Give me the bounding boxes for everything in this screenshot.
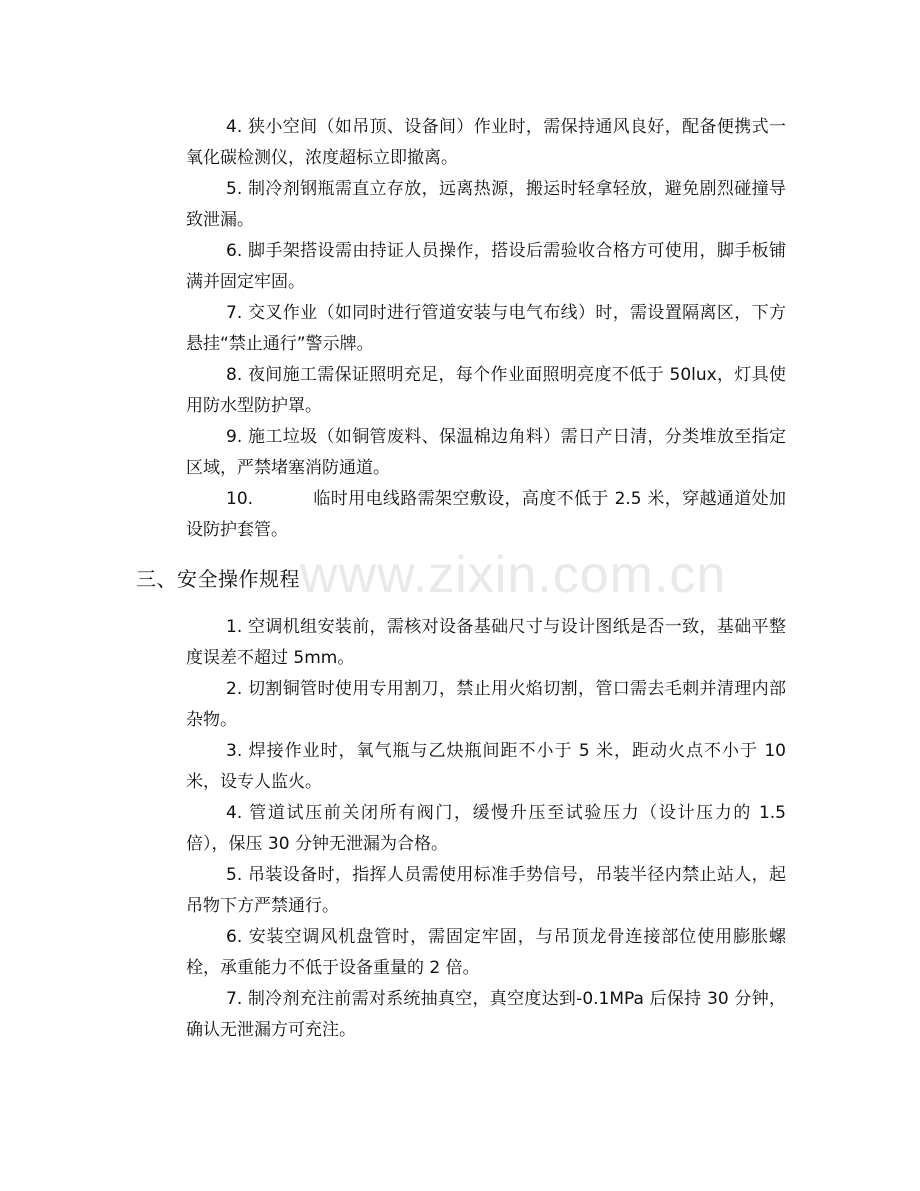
- list-item: 6. 安装空调风机盘管时，需固定牢固，与吊顶龙骨连接部位使用膨胀螺栓，承重能力不低于设备重量的 2 倍。: [186, 927, 786, 978]
- list-item: 4. 狭小空间（如吊顶、设备间）作业时，需保持通风良好，配备便携式一氧化碳检测仪，浓度超标立即撤离。: [186, 117, 786, 168]
- list-item: 9. 施工垃圾（如铜管废料、保温棉边角料）需日产日清，分类堆放至指定区域，严禁堵塞消防通道。: [186, 427, 786, 478]
- list-item-text: 临时用电线路需架空敷设，高度不低于 2.5 米，穿越通道处加设防护套管。: [186, 489, 786, 540]
- list-item: 2. 切割铜管时使用专用割刀，禁止用火焰切割，管口需去毛刺并清理内部杂物。: [186, 679, 786, 730]
- list-item-10: [186, 484, 786, 546]
- list-item: 3. 焊接作业时，氧气瓶与乙炔瓶间距不小于 5 米，距动火点不小于 10 米，设专人监火。: [186, 741, 786, 792]
- list-item: 7. 交叉作业（如同时进行管道安装与电气布线）时，需设置隔离区，下方悬挂“禁止通行”警示牌。: [186, 303, 786, 354]
- section-2-list: [186, 112, 786, 546]
- list-item: 7. 制冷剂充注前需对系统抽真空，真空度达到-0.1MPa 后保持 30 分钟，确认无泄漏方可充注。: [186, 989, 786, 1040]
- list-item: 5. 吊装设备时，指挥人员需使用标准手势信号，吊装半径内禁止站人，起吊物下方严禁通行。: [186, 865, 786, 916]
- watermark-text: www.zixin.com.cn: [300, 546, 727, 604]
- list-item: 4. 管道试压前关闭所有阀门，缓慢升压至试验压力（设计压力的 1.5 倍），保压 30 分钟无泄漏为合格。: [186, 803, 786, 854]
- list-item-number: 10.: [226, 489, 254, 509]
- list-item: 1. 空调机组安装前，需核对设备基础尺寸与设计图纸是否一致，基础平整度误差不超过 5mm。: [186, 617, 786, 668]
- section-heading: 三、安全操作规程: [136, 567, 300, 591]
- list-item: 8. 夜间施工需保证照明充足，每个作业面照明亮度不低于 50lux，灯具使用防水型防护罩。: [186, 365, 786, 416]
- list-item: 5. 制冷剂钢瓶需直立存放，远离热源，搬运时轻拿轻放，避免剧烈碰撞导致泄漏。: [186, 179, 786, 230]
- list-item: 6. 脚手架搭设需由持证人员操作，搭设后需验收合格方可使用，脚手板铺满并固定牢固。: [186, 241, 786, 292]
- section-3-list: [186, 612, 786, 1046]
